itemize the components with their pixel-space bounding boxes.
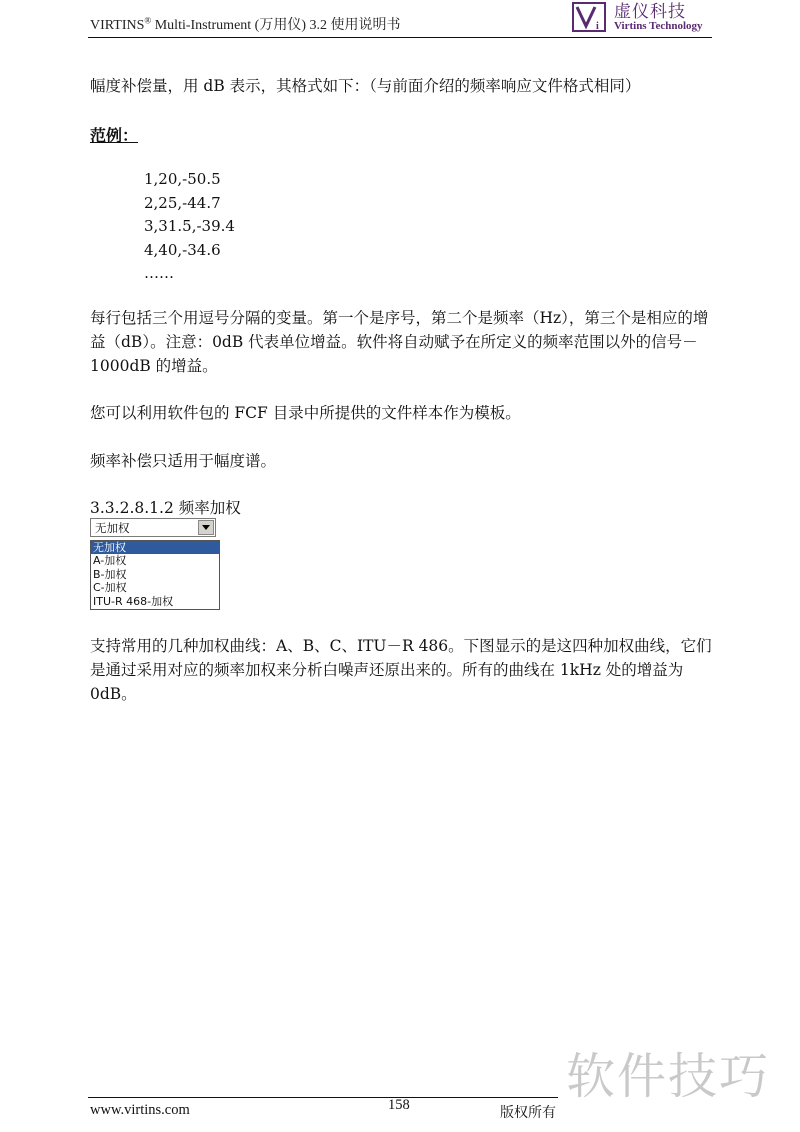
example-line: 1,20,-50.5 xyxy=(144,170,221,188)
weighting-option-c[interactable]: C-加权 xyxy=(93,581,127,595)
header-divider xyxy=(88,37,712,38)
virtins-logo xyxy=(572,0,712,36)
example-line: …… xyxy=(144,264,174,282)
registered-mark: ® xyxy=(144,15,152,26)
weighting-option-itu-r-468[interactable]: ITU-R 468-加权 xyxy=(93,594,174,608)
weighting-select-value: 无加权 xyxy=(95,521,130,535)
header-brand: VIRTINS xyxy=(90,18,145,33)
example-line: 2,25,-44.7 xyxy=(144,193,221,212)
weighting-option-b[interactable]: B-加权 xyxy=(93,567,127,581)
chevron-down-icon xyxy=(202,525,210,530)
weighting-option-a[interactable]: A-加权 xyxy=(93,554,127,568)
footer-divider xyxy=(88,1097,558,1098)
template-paragraph: 您可以利用软件包的 FCF 目录中所提供的文件样本作为模板。 xyxy=(90,404,521,422)
footer-copyright: 版权所有 xyxy=(500,1105,556,1121)
watermark-text: 软件技巧 xyxy=(566,1048,771,1105)
logo-english-name: Virtins Technology xyxy=(614,20,703,32)
logo-chinese-name: 虚仪科技 xyxy=(614,2,686,22)
intro-paragraph: 幅度补偿量，用 dB 表示，其格式如下：（与前面介绍的频率响应文件格式相同） xyxy=(90,77,641,95)
weighting-options-list xyxy=(90,540,220,610)
format-description-paragraph: 每行包括三个用逗号分隔的变量。第一个是序号，第二个是频率（Hz），第三个是相应的增益（dB）。注意：0dB 代表单位增益。软件将自动赋予在所定义的频率范围以外的信号－1000dB 的增益。 xyxy=(90,309,709,375)
logo-mark-icon xyxy=(572,2,606,32)
dropdown-arrow-button[interactable] xyxy=(198,520,214,535)
amplitude-only-paragraph: 频率补偿只适用于幅度谱。 xyxy=(90,452,277,470)
header-subtitle: Multi-Instrument (万用仪) 3.2 使用说明书 xyxy=(151,18,401,33)
document-header-title xyxy=(90,14,401,34)
footer-website-link[interactable]: www.virtins.com xyxy=(90,1102,190,1118)
weighting-curves-paragraph: 支持常用的几种加权曲线：A、B、C、ITU－R 486。下图显示的是这四种加权曲线，它们是通过采用对应的频率加权来分析白噪声还原出来的。所有的曲线在 1kHz 处的增益为 0dB。 xyxy=(90,637,712,703)
weighting-select[interactable] xyxy=(90,518,216,537)
example-line: 3,31.5,-39.4 xyxy=(144,217,235,235)
example-heading: 范例： xyxy=(90,126,139,145)
weighting-option-none[interactable]: 无加权 xyxy=(91,541,219,554)
svg-text:i: i xyxy=(596,21,599,32)
example-code-block xyxy=(144,168,235,286)
page-number: 158 xyxy=(388,1097,410,1113)
section-heading: 3.3.2.8.1.2 频率加权 xyxy=(90,499,241,517)
example-line: 4,40,-34.6 xyxy=(144,240,221,259)
